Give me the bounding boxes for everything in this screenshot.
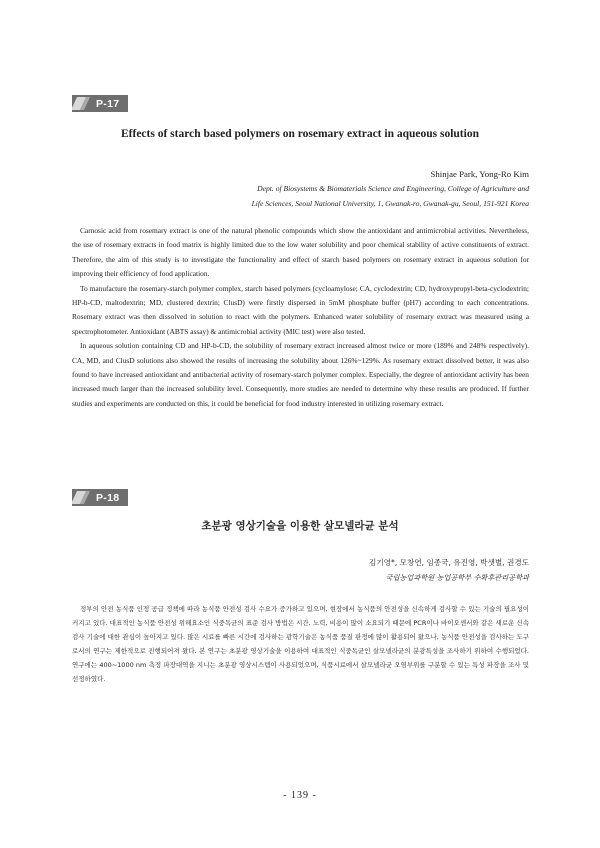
affiliation-line: Dept. of Biosystems & Biomaterials Science and Engineering, College of Agriculture and (257, 184, 529, 193)
abstract-paragraph: In aqueous solution containing CD and HP-b-CD, the solubility of rosemary extract increased almost twice or more (189% and 248% respectively). CA, MD, and ClusD solutions also showed the results of increasing the solubility about 126%~129%. As rosemary extract dissolved better, it was also found to have increased antioxidant and antibacterial activity of rosemary-starch polymer complex. Especially, the degree of antioxidant activity has been increased much larger than the increased solubility level. Consequently, more studies are needed to determine why these results are produced. If further studies and experiments are conducted on this, it could be beneficial for food industry interested in utilizing rosemary extract. (72, 341, 529, 408)
abstract-paragraph: Carnosic acid from rosemary extract is one of the natural phenolic compounds which show the antioxidant and antimicrobial activities. Nevertheless, the use of rosemary extracts in food matrix is highly limited due to the low water solubility and poor chemical stability of active constituents of extract. Therefore, the aim of this study is to investigate the functionality and effect of starch based polymers on rosemary extract in aqueous solution for improving their efficiency of food application. (72, 226, 529, 279)
abstract-authors: Shinjae Park, Yong-Ro Kim (430, 169, 529, 179)
badge-stripe-icon (72, 95, 92, 112)
affiliation-line: Life Sciences, Seoul National University, 1, Gwanak-ro, Gwanak-gu, Seoul, 151-921 Korea (251, 199, 529, 208)
abstract-title: Effects of starch based polymers on rosemary extract in aqueous solution (121, 128, 479, 140)
abstract-affiliation (252, 181, 529, 211)
abstract-code: P-17 (96, 97, 120, 110)
abstract-code-badge (72, 489, 128, 506)
abstract-code: P-18 (96, 491, 120, 504)
abstract-paragraph: To manufacture the rosemary-starch polymer complex, starch based polymers (cycloamylose; CA, cyclodextrin; CD, hydroxypropyl-beta-cyclodextrin; HP-b-CD, maltodextrin; MD, clustered dextrin; ClusD) were firstly dispersed in 5mM phosphate buffer (pH7) according to each concentrations. Rosemary extract was then dissolved in solution to react with the polymers. Enhanced water solubility of rosemary extract was measured using a spectrophotometer. Antioxidant (ABTS assay) & antimicrobial activity (MIC test) were also tested. (72, 283, 529, 336)
abstract-authors: 김기영*, 모창연, 임종국, 유진영, 박샛별, 권경도 (369, 558, 529, 567)
abstract-paragraph: 정부의 안전 농식품 인정 공급 정책에 따라 농식품 안전성 검사 수요가 증가하고 있으며, 현장에서 농식품의 안전성을 신속하게 검사할 수 있는 기술의 필요성이 커지고 있다. 대표적인 농식품 안전성 위해요소인 식중독균의 표준 검사 방법은 시간, 노력, 비용이 많이 소요되기 때문에 PCR이나 바이오센서와 같은 새로운 신속검사 기술에 대한 관심이 높아지고 있다. 많은 시료를 빠른 시간에 검사하는 광학기술은 농식품 품질 판정에 많이 활용되어 왔으나, 농식품 안전성을 검사하는 도구로서의 연구는 제한적으로 진행되어져 왔다. 본 연구는 초분광 영상기술을 이용하여 대표적인 식중독균인 살모넬라균의 분광특성을 조사하기 위하여 수행되었다. 연구에는 400~1000 nm 측정 파장대역을 지니는 초분광 영상시스템이 사용되었으며, 식품시료에서 살모넬라균 오염부위를 구분할 수 있는 특성 파장을 조사 및 선정하였다. (72, 605, 529, 683)
page-number: - 139 - (283, 790, 317, 801)
abstract-code-badge (72, 95, 128, 112)
affiliation-line: 국립농업과학원 농업공학부 수확후관리공학과 (385, 573, 529, 582)
abstract-body (72, 224, 529, 411)
badge-stripe-icon (72, 489, 92, 506)
abstract-affiliation (386, 570, 529, 585)
abstract-body (72, 603, 529, 686)
abstract-title: 초분광 영상기술을 이용한 살모넬라균 분석 (201, 520, 399, 532)
